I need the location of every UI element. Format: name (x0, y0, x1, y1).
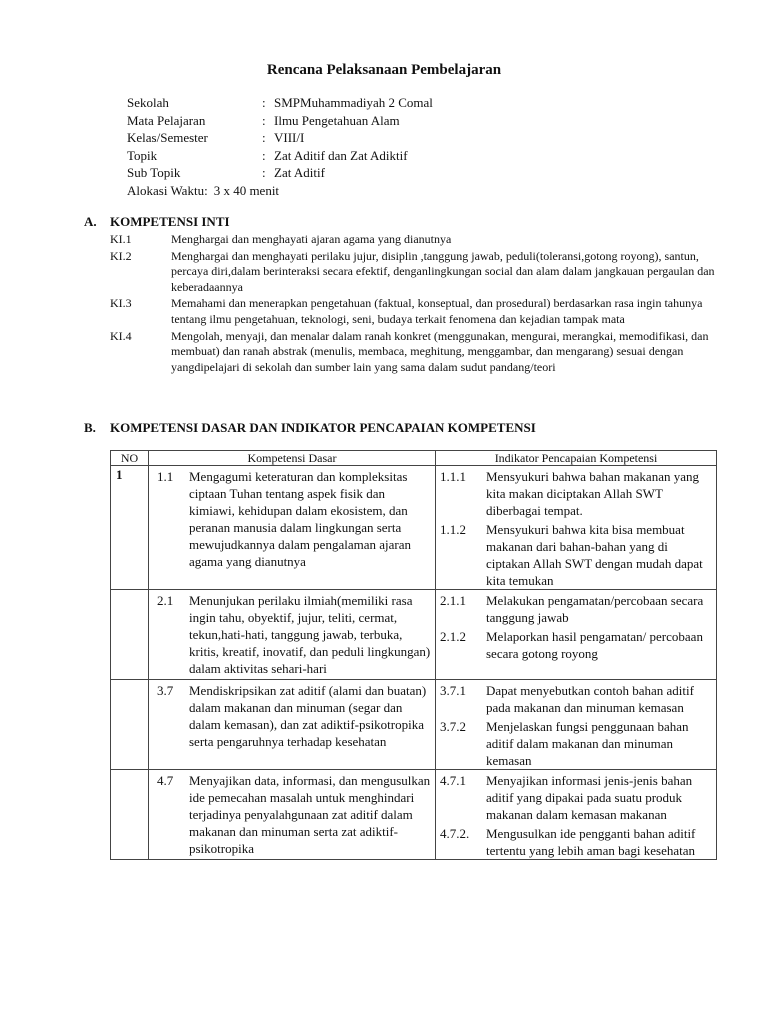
header-indikator: Indikator Pencapaian Kompetensi (436, 451, 717, 466)
identity-row-time (127, 182, 433, 200)
indicator-number: 2.1.2 (440, 629, 466, 644)
indicator-text: Mengusulkan ide pengganti bahan aditif tertentu yang lebih aman bagi kesehatan (486, 826, 696, 858)
section-letter: A. (84, 214, 97, 229)
ki-code: KI.4 (110, 328, 132, 343)
ki-text: Memahami dan menerapkan pengetahuan (faktual, konseptual, dan prosedural) berdasarkan rasa ingin tahunya tentang ilmu pengetahuan, teknologi, seni, budaya terkait fenomena dan kejadian tampak mata (171, 296, 703, 326)
section-title: KOMPETENSI DASAR DAN INDIKATOR PENCAPAIAN KOMPETENSI (110, 420, 536, 435)
kd-text: Mendiskripsikan zat aditif (alami dan buatan) dalam makanan dan minuman (segar dan dalam kemasan), dan zat adiktif-psikotropika serta pengaruhnya terhadap kesehatan (189, 683, 427, 749)
ki-code: KI.3 (110, 296, 132, 311)
indicator-text: Menyajikan informasi jenis-jenis bahan aditif yang dipakai pada suatu produk makanan dalam kemasan makanan (486, 773, 693, 822)
kd-number: 2.1 (157, 593, 174, 608)
row-number (111, 680, 149, 770)
table-row (111, 466, 717, 590)
ki-text: Mengolah, menyaji, dan menalar dalam ranah konkret (menggunakan, mengurai, merangkai, memodifikasi, dan membuat) dan ranah abstrak (menulis, membaca, meghitung, menggambar, dan mengarang) sesuai dengan yangdipelajari di sekolah dan sumber lain yang sama dalam sudut pandang/teori (171, 328, 709, 374)
identity-value: Zat Aditif dan Zat Adiktif (274, 147, 408, 163)
indicator-cell (436, 770, 717, 860)
section-a-heading (84, 214, 230, 230)
indicator-number: 4.7.1 (440, 773, 466, 788)
identity-row-subtopic (127, 164, 433, 182)
alokasi-label: Alokasi Waktu: (127, 182, 208, 198)
section-b-heading (84, 420, 536, 436)
identity-label: Mata Pelajaran (127, 112, 206, 128)
list-item (110, 329, 720, 376)
indicator-item (436, 628, 716, 662)
indicator-number: 3.7.2 (440, 719, 466, 734)
identity-value: VIII/I (274, 130, 305, 145)
identity-value: Ilmu Pengetahuan Alam (274, 112, 400, 128)
indicator-text: Mensyukuri bahwa bahan makanan yang kita makan diciptakan Allah SWT diberbagai tempat. (486, 469, 699, 518)
kd-cell (149, 770, 436, 860)
identity-block (127, 94, 433, 199)
indicator-number: 1.1.1 (440, 469, 466, 484)
alokasi-value: 3 x 40 menit (213, 182, 280, 198)
ki-text: Menghargai dan menghayati perilaku jujur, disiplin ,tanggung jawab, peduli(toleransi,gotong royong), santun, percaya diri,dalam berinteraksi secara efektif, denganlingkungan social dan alam dalam jangkauan pergaulan dan keberadaannya (171, 248, 715, 294)
header-no: NO (111, 451, 149, 466)
kd-cell (149, 590, 436, 680)
list-item (110, 249, 720, 296)
document-title: Rencana Pelaksanaan Pembelajaran (266, 62, 502, 78)
ki-code: KI.2 (110, 248, 132, 263)
header-kompetensi-dasar: Kompetensi Dasar (149, 451, 436, 466)
indicator-item (436, 825, 716, 859)
indicator-cell (436, 466, 717, 590)
indicator-text: Mensyukuri bahwa kita bisa membuat makanan dari bahan-bahan yang di ciptakan Allah SWT dengan mudah dapat kita temukan (486, 522, 703, 588)
indicator-text: Melakukan pengamatan/percobaan secara tanggung jawab (486, 593, 704, 625)
identity-separator: : (262, 130, 266, 145)
kd-number: 1.1 (157, 469, 174, 484)
identity-label: Topik (127, 147, 158, 163)
indicator-item (436, 592, 716, 626)
indicator-cell (436, 680, 717, 770)
kd-cell (149, 680, 436, 770)
indicator-item (436, 682, 716, 716)
row-number (111, 590, 149, 680)
ki-text: Menghargai dan menghayati ajaran agama yang dianutnya (171, 232, 452, 246)
indicator-item (436, 468, 716, 519)
kd-text: Mengagumi keteraturan dan kompleksitas ciptaan Tuhan tentang aspek fisik dan kimiawi, kehidupan dalam ekosistem, dan peranan manusia dalam lingkungan serta mewujudkannya dalam pengalaman ajaran agama yang dianutnya (189, 469, 411, 569)
kd-number: 3.7 (157, 683, 174, 698)
section-title: KOMPETENSI INTI (110, 214, 230, 229)
row-number (111, 770, 149, 860)
section-letter: B. (84, 420, 96, 435)
identity-separator: : (262, 95, 266, 110)
identity-value: Zat Aditif (274, 165, 325, 180)
indicator-number: 4.7.2. (440, 826, 470, 841)
table-row (111, 590, 717, 680)
identity-label: Sekolah (127, 95, 169, 110)
kd-text: Menyajikan data, informasi, dan mengusulkan ide pemecahan masalah untuk menghindari terjadinya penyalahgunaan zat aditif dalam makanan dan minuman serta zat adiktif-psikotropika (189, 773, 431, 856)
table-header-row (111, 451, 717, 466)
identity-row-subject (127, 112, 433, 130)
identity-row-topic (127, 147, 433, 165)
indicator-text: Melaporkan hasil pengamatan/ percobaan secara gotong royong (486, 629, 703, 661)
kd-text: Menunjukan perilaku ilmiah(memiliki rasa ingin tahu, obyektif, jujur, teliti, cermat, tekun,hati-hati, tanggung jawab, terbuka, kritis, kreatif, inovatif, dan peduli lingkungan) dalam aktivitas sehari-hari (189, 593, 431, 676)
identity-row-class (127, 129, 433, 147)
indicator-item (436, 772, 716, 823)
indicator-cell (436, 590, 717, 680)
table-row (111, 770, 717, 860)
table-row (111, 680, 717, 770)
list-item (110, 296, 720, 327)
identity-separator: : (262, 165, 266, 180)
indicator-text: Dapat menyebutkan contoh bahan aditif pada makanan dan minuman kemasan (486, 683, 694, 715)
ki-code: KI.1 (110, 232, 132, 246)
identity-separator: : (262, 112, 266, 128)
row-number: 1 (111, 466, 149, 590)
indicator-number: 1.1.2 (440, 522, 466, 537)
kd-number: 4.7 (157, 773, 174, 788)
indicator-number: 2.1.1 (440, 593, 466, 608)
identity-separator: : (262, 147, 266, 163)
competency-table (110, 450, 717, 860)
identity-row-school (127, 94, 433, 112)
identity-label: Kelas/Semester (127, 130, 208, 145)
kd-cell (149, 466, 436, 590)
indicator-item (436, 718, 716, 769)
kompetensi-inti-list (110, 232, 720, 376)
indicator-number: 3.7.1 (440, 683, 466, 698)
indicator-text: Menjelaskan fungsi penggunaan bahan aditif dalam makanan dan minuman kemasan (486, 719, 689, 768)
identity-value: SMPMuhammadiyah 2 Comal (274, 95, 433, 110)
indicator-item (436, 521, 716, 589)
identity-label: Sub Topik (127, 165, 181, 180)
list-item (110, 232, 720, 248)
